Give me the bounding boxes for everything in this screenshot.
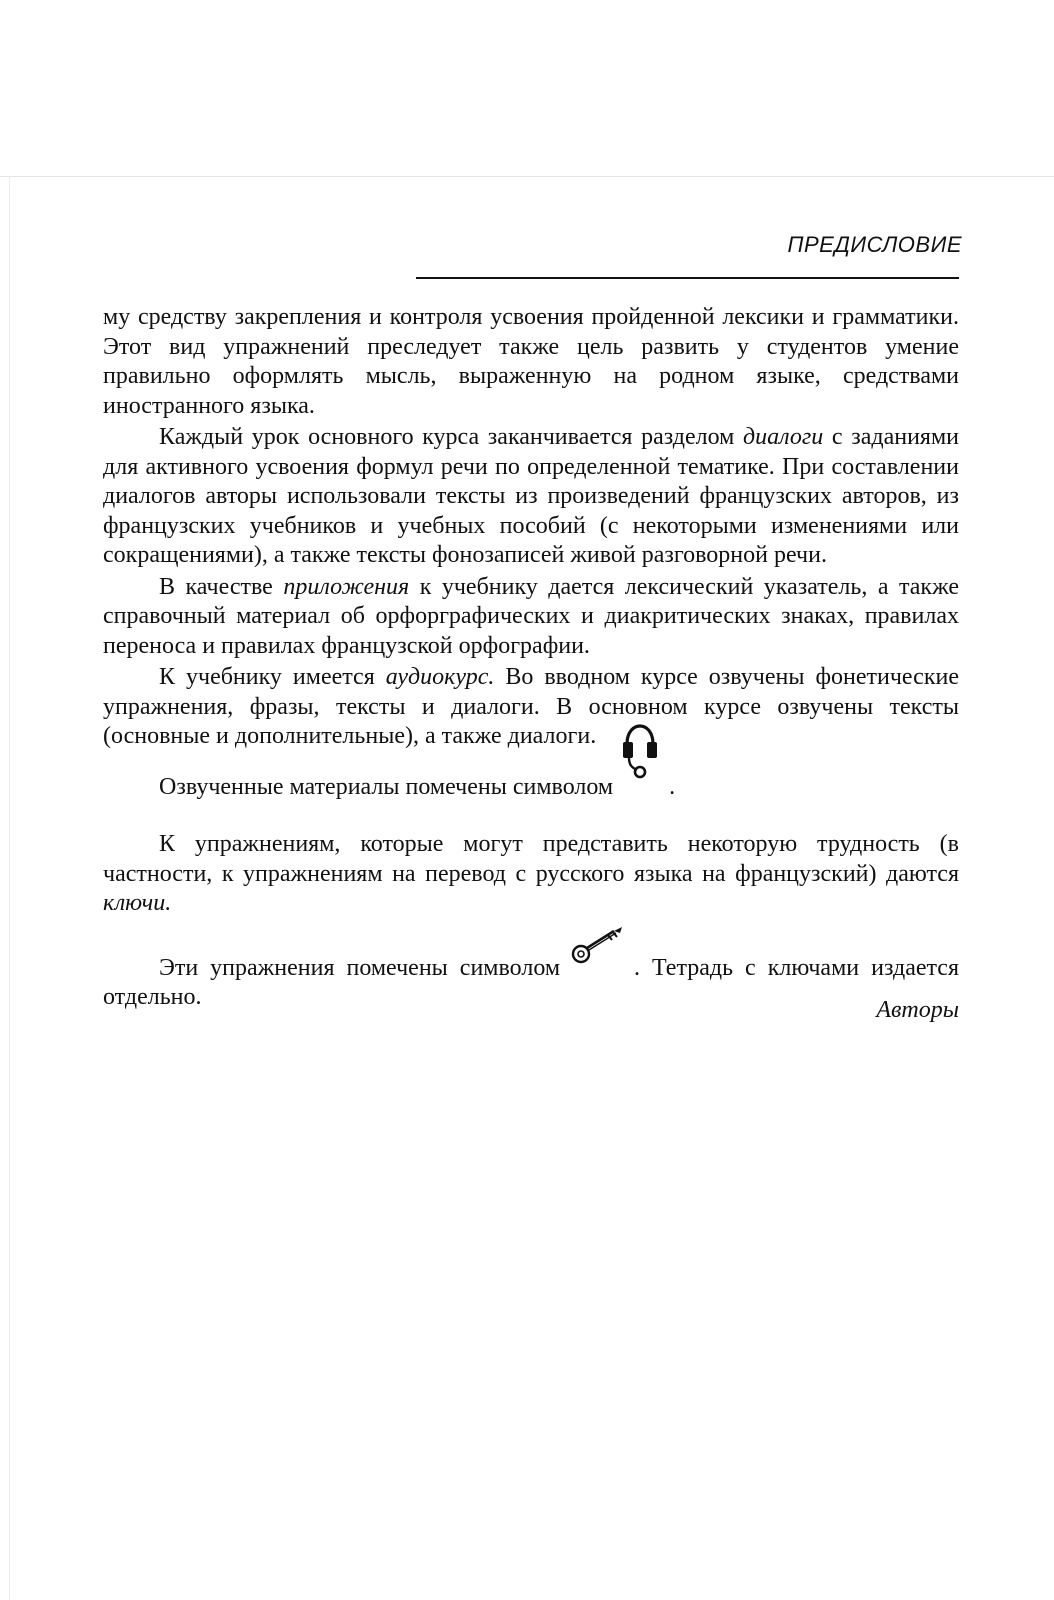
body-text <box>103 303 959 1015</box>
paragraph-3 <box>103 573 959 662</box>
paragraph-5-start: Озвученные материалы помечены символом <box>159 773 614 800</box>
paragraph-4-start: К учебнику имеется <box>159 664 386 690</box>
paragraph-7-start: Эти упражнения помечены символом <box>159 954 561 981</box>
scan-edge-top <box>0 176 1054 177</box>
paragraph-2 <box>103 423 959 571</box>
term-audio-course: аудиокурс. <box>385 664 495 690</box>
term-appendix: приложения <box>283 573 410 600</box>
header-rule <box>416 277 959 279</box>
paragraph-3-end: к учебнику дается лексический указатель, а также справочный материал об орфорграфических и диакритических знаках, правилах переноса и правилах французской орфографии. <box>103 573 959 659</box>
paragraph-5 <box>103 754 959 803</box>
key-icon <box>560 947 634 975</box>
paragraph-2-start: Каждый урок основного курса заканчивается разделом <box>159 424 744 450</box>
paragraph-7 <box>103 947 959 1013</box>
paragraph-5-end: . <box>669 773 676 800</box>
paragraph-6 <box>103 830 959 919</box>
paragraph-2-end: с заданиями для активного усвоения формул речи по определенной тематике. При составлении диалогов авторы использовали тексты из произведений французских авторов, из французских учебников и учебных пособий (с некоторыми изменениями или сокращениями), а также тексты фонозаписей живой разговорной речи. <box>103 424 959 568</box>
paragraph-6-start: К упражнениям, которые могут представить некоторую трудность (в частности, к упражнениям на перевод с русского языка на французский) даются <box>103 831 959 887</box>
paragraph-4-end: Во вводном курсе озвучены фонетические упражнения, фразы, тексты и диалоги. В основном курсе озвучены тексты (основные и дополнительные), а также диалоги. <box>103 664 959 749</box>
headphones-icon <box>613 754 669 794</box>
paragraph-4 <box>103 663 959 752</box>
term-dialogues: диалоги <box>743 424 824 450</box>
paragraph-3-start: В качестве <box>159 573 284 600</box>
running-head: ПРЕДИСЛОВИЕ <box>787 232 962 257</box>
paragraph-1: му средству закрепления и контроля усвоения пройденной лексики и грамматики. Этот вид упражнений преследует также цель развить у студентов умение правильно оформлять мысль, выраженную на родном языке, средствами иностранного языка. <box>103 304 959 419</box>
scan-edge-left <box>9 176 10 1600</box>
term-keys: ключи. <box>103 890 172 916</box>
signature: Авторы <box>876 997 959 1023</box>
paragraph-7-end: . Тетрадь с ключами издается отдельно. <box>103 954 959 1010</box>
